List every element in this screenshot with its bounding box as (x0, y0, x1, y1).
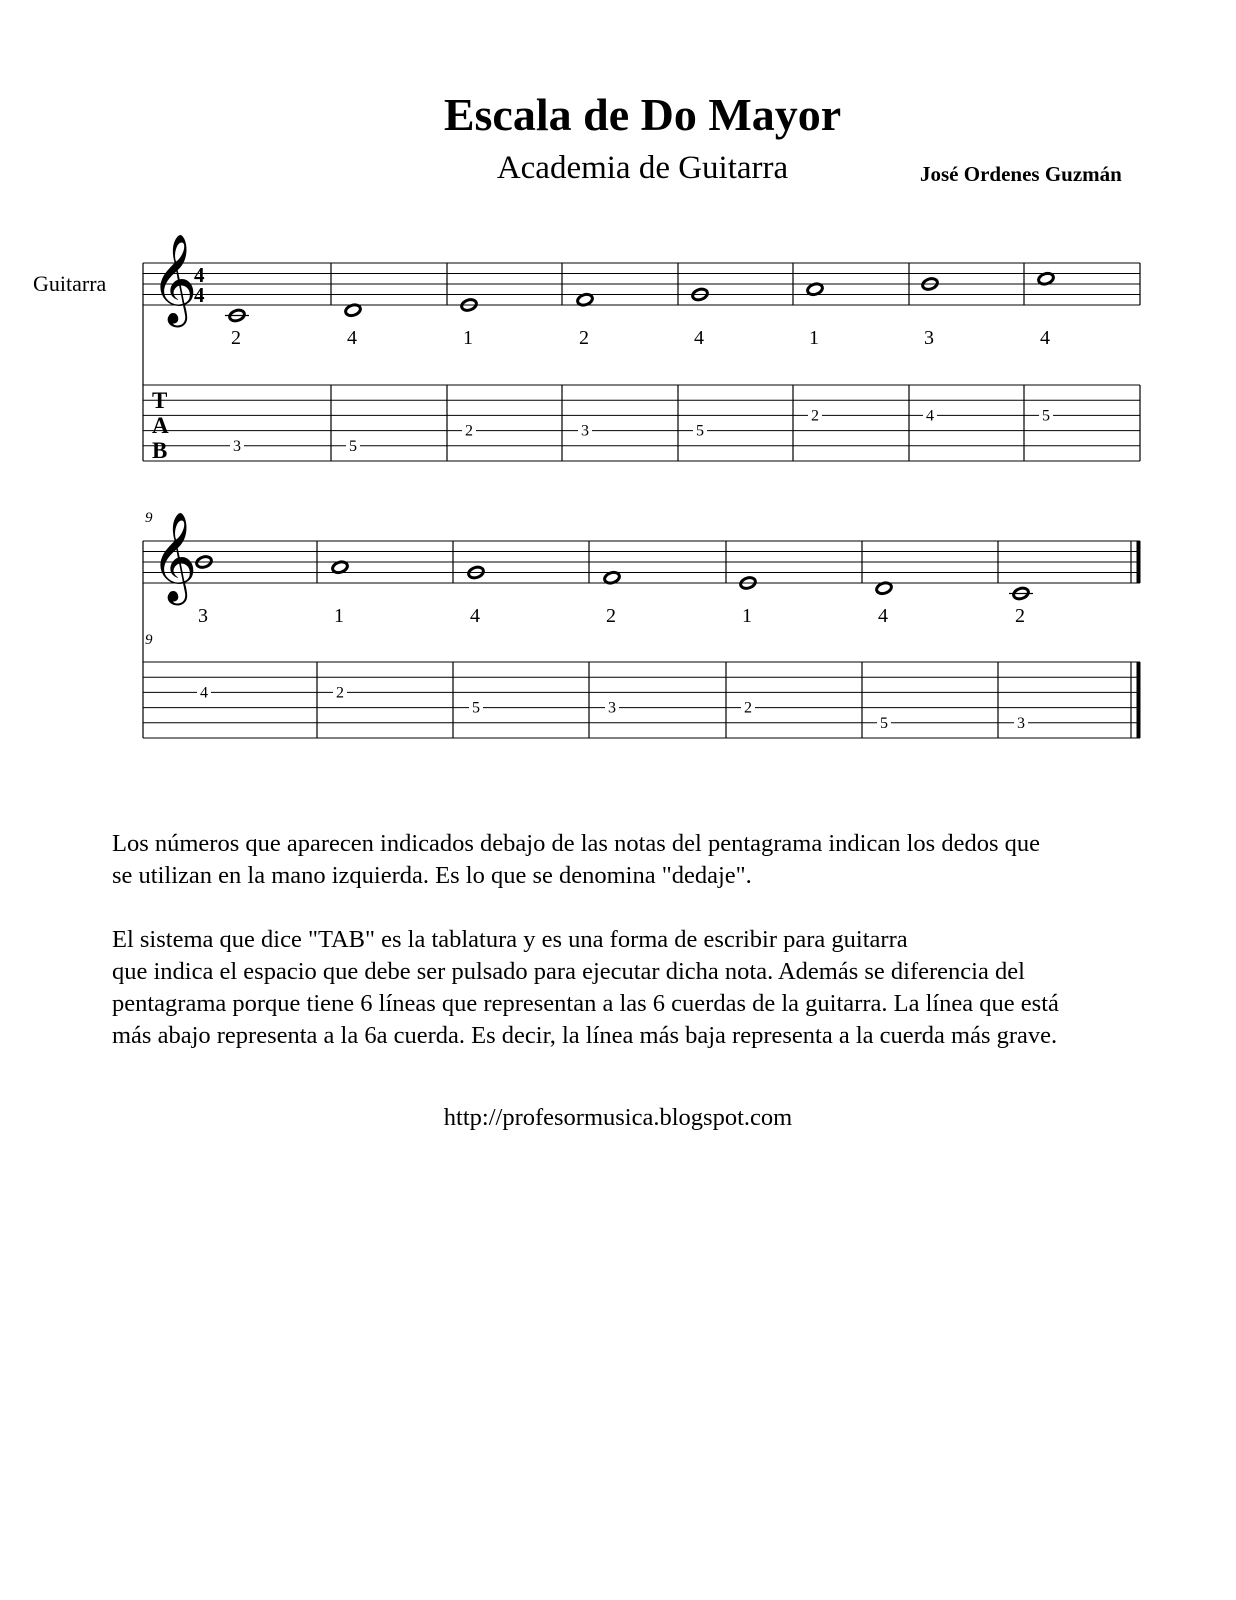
finger-number: 3 (198, 605, 208, 627)
finger-number: 1 (742, 605, 752, 627)
finger-number: 4 (1040, 327, 1050, 349)
tab-staff-2 (143, 662, 1140, 738)
svg-text:𝄞: 𝄞 (151, 513, 198, 600)
finger-number: 3 (924, 327, 934, 349)
time-signature-top: 4 (194, 263, 205, 287)
sheet-music (0, 0, 1236, 790)
instrument-label: Guitarra (33, 271, 107, 296)
finger-number: 4 (694, 327, 704, 349)
fret-number: 5 (696, 422, 704, 440)
fret-number: 3 (1017, 714, 1025, 732)
paragraph-line: que indica el espacio que debe ser pulsado para ejecutar dicha nota. Además se diferencia del (112, 958, 1025, 985)
system-1 (143, 235, 1140, 463)
notes-1 (225, 272, 1055, 455)
time-signature-bottom: 4 (194, 283, 205, 307)
tab-measure-number: 9 (145, 632, 153, 648)
svg-text:𝄞: 𝄞 (151, 235, 198, 322)
fret-number: 5 (349, 437, 357, 455)
paragraph-line: pentagrama porque tiene 6 líneas que representan a las 6 cuerdas de la guitarra. La línea que está (112, 990, 1059, 1017)
finger-number: 2 (606, 605, 616, 627)
paragraph-line: Los números que aparecen indicados debajo de las notas del pentagrama indican los dedos que (112, 830, 1040, 857)
fret-number: 3 (233, 437, 241, 455)
paragraph-line: El sistema que dice "TAB" es la tablatura y es una forma de escribir para guitarra (112, 926, 908, 953)
finger-number: 4 (470, 605, 480, 627)
fret-number: 3 (608, 699, 616, 717)
fret-number: 5 (472, 699, 480, 717)
finger-number: 2 (579, 327, 589, 349)
tab-label-a: A (152, 413, 169, 438)
finger-number: 2 (231, 327, 241, 349)
fret-number: 2 (744, 699, 752, 717)
treble-clef-icon (151, 513, 197, 606)
fret-number: 2 (465, 422, 473, 440)
finger-number: 2 (1015, 605, 1025, 627)
fret-number: 2 (811, 407, 819, 425)
fret-number: 2 (336, 684, 344, 702)
author-name: José Ordenes Guzmán (920, 162, 1122, 186)
finger-number: 1 (463, 327, 473, 349)
tab-label-t: T (152, 388, 168, 413)
measure-number: 9 (145, 510, 153, 526)
fret-number: 4 (926, 407, 934, 425)
finger-number: 1 (334, 605, 344, 627)
finger-number: 4 (878, 605, 888, 627)
notes-2 (195, 555, 1033, 732)
tab-staff-1 (143, 385, 1140, 461)
treble-clef-icon (151, 235, 197, 328)
finger-number: 1 (809, 327, 819, 349)
fret-number: 4 (200, 684, 208, 702)
system-2 (143, 510, 1140, 738)
staff-1 (143, 263, 1140, 461)
paragraph-line: más abajo representa a la 6a cuerda. Es decir, la línea más baja representa a la cuerda más grave. (112, 1022, 1058, 1049)
finger-number: 4 (347, 327, 357, 349)
paragraph-line: se utilizan en la mano izquierda. Es lo que se denomina "dedaje". (112, 862, 752, 889)
page-title: Escala de Do Mayor (443, 89, 842, 140)
page-subtitle: Academia de Guitarra (496, 150, 789, 186)
fret-number: 5 (1042, 407, 1050, 425)
explanation-fingering (112, 828, 1232, 892)
explanation-tablature (112, 924, 1232, 1052)
staff-2 (143, 541, 1140, 738)
website-url: http://profesormusica.blogspot.com (443, 1104, 793, 1131)
fret-number: 5 (880, 714, 888, 732)
tab-label-b: B (152, 438, 168, 463)
fret-number: 3 (581, 422, 589, 440)
